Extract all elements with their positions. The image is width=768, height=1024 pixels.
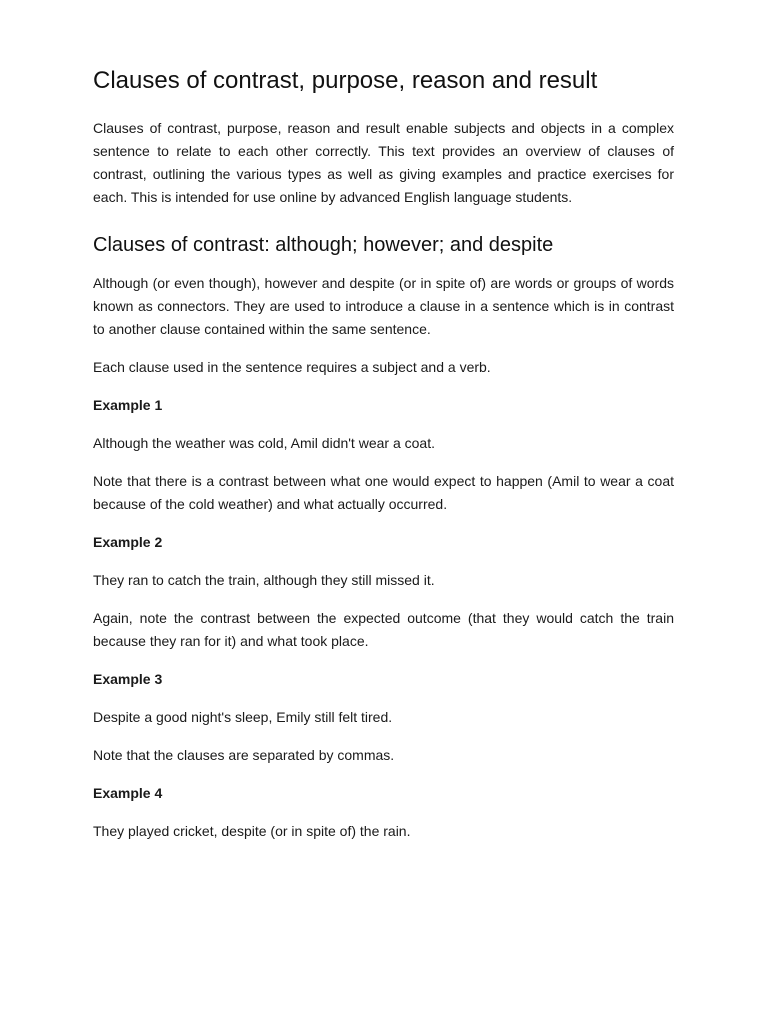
document-title: Clauses of contrast, purpose, reason and result <box>93 67 598 94</box>
connectors-paragraph: Although (or even though), however and despite (or in spite of) are words or groups of words known as connectors. They are used to introduce a clause in a sentence which is in contrast to another clause contained within the same sentence. <box>93 275 674 337</box>
example-2-sentence: They ran to catch the train, although they still missed it. <box>93 572 435 588</box>
example-1-sentence: Although the weather was cold, Amil didn't wear a coat. <box>93 435 435 451</box>
subject-verb-paragraph: Each clause used in the sentence requires a subject and a verb. <box>93 359 491 375</box>
intro-paragraph: Clauses of contrast, purpose, reason and result enable subjects and objects in a complex sentence to relate to each other correctly. This text provides an overview of clauses of contrast, outlining the various types as well as giving examples and practice exercises for each. This is intended for use online by advanced English language students. <box>93 120 674 205</box>
example-2-label: Example 2 <box>93 534 163 550</box>
example-3-note: Note that the clauses are separated by commas. <box>93 747 395 763</box>
document-page <box>93 64 674 858</box>
example-2-note: Again, note the contrast between the expected outcome (that they would catch the train because they ran for it) and what took place. <box>93 610 674 649</box>
section-heading: Clauses of contrast: although; however; and despite <box>93 234 554 256</box>
example-3-label: Example 3 <box>93 671 163 687</box>
example-4-sentence: They played cricket, despite (or in spite of) the rain. <box>93 823 411 839</box>
example-3-sentence: Despite a good night's sleep, Emily still felt tired. <box>93 709 393 725</box>
example-1-label: Example 1 <box>93 397 163 413</box>
example-1-note: Note that there is a contrast between what one would expect to happen (Amil to wear a coat because of the cold weather) and what actually occurred. <box>93 473 674 512</box>
example-4-label: Example 4 <box>93 785 163 801</box>
